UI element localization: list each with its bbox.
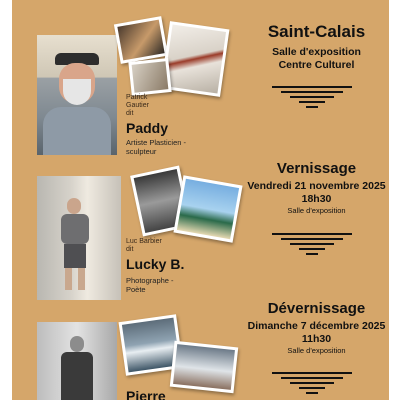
- devernissage-title: Dévernissage: [267, 300, 366, 317]
- decorative-lines-2: [272, 233, 352, 258]
- artwork-photo-pierre-2: [170, 341, 238, 393]
- artist-1-caption: Patrick Gautier dit: [126, 94, 149, 117]
- vernissage-block: [244, 160, 389, 215]
- devernissage-time: 11h30: [301, 333, 332, 345]
- location-block: [244, 22, 389, 72]
- venue-line-1: Salle d'exposition: [272, 46, 361, 58]
- devernissage-date: Dimanche 7 décembre 2025: [247, 320, 386, 332]
- artwork-photo-lucky-2: [173, 175, 242, 243]
- artist-2-name: Lucky B.: [126, 256, 185, 272]
- artwork-photo-paddy-3: [128, 58, 171, 96]
- devernissage-block: [244, 300, 389, 355]
- decorative-lines-1: [272, 86, 352, 111]
- town-title: Saint-Calais: [267, 22, 366, 41]
- artist-2-caption: Luc Barbier dit: [126, 238, 162, 253]
- artist-2-role: Photographe - Poète: [126, 276, 174, 294]
- vernissage-time: 18h30: [301, 193, 332, 205]
- artwork-photo-paddy-1: [114, 16, 168, 64]
- artist-3-name: Pierre: [126, 388, 166, 400]
- exhibition-poster: [12, 0, 389, 400]
- vernissage-title: Vernissage: [276, 160, 357, 177]
- venue-line-2: Centre Culturel: [278, 59, 355, 71]
- decorative-lines-3: [272, 372, 352, 397]
- artist-portrait-lucky-b: [37, 176, 121, 300]
- vernissage-place: Salle d'exposition: [287, 206, 346, 215]
- vernissage-date: Vendredi 21 novembre 2025: [247, 180, 386, 192]
- artist-1-role: Artiste Plasticien - sculpteur: [126, 138, 187, 156]
- devernissage-place: Salle d'exposition: [287, 346, 346, 355]
- artist-1-name: Paddy: [126, 120, 169, 136]
- artist-portrait-pierre: [37, 322, 117, 400]
- artist-portrait-paddy: [37, 35, 117, 155]
